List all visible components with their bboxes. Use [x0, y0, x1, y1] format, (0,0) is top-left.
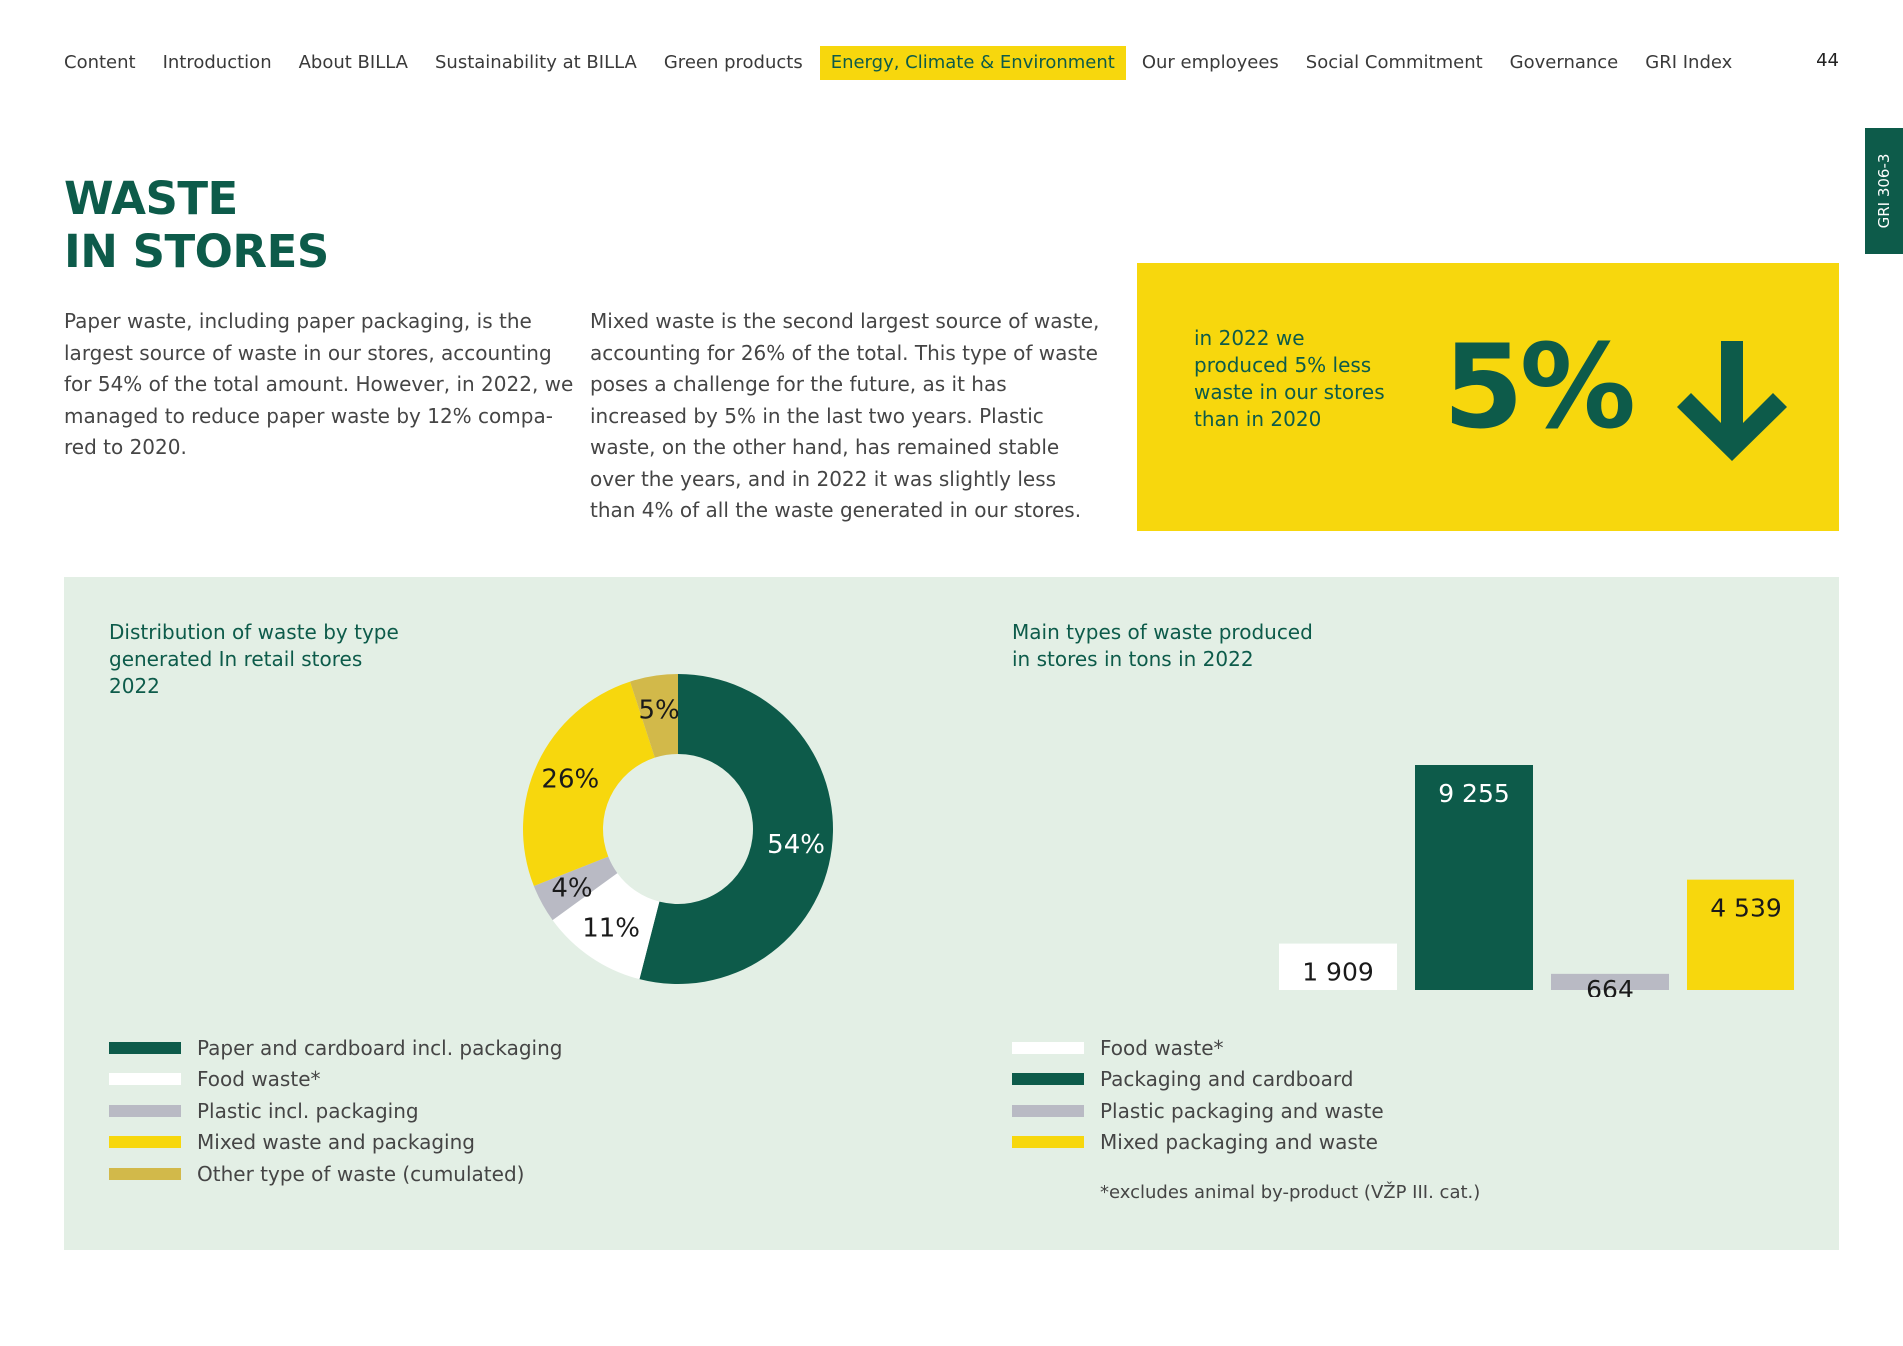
- donut-label-0: 54%: [767, 829, 825, 860]
- legend-label: Mixed waste and packaging: [197, 1130, 475, 1155]
- paragraph-paper-waste: Paper waste, including paper packaging, is the largest source of waste in our stores, accounting for 54% of the total amount. However, in 2022, we managed to reduce paper waste by 12% compa-red to 2020.: [64, 309, 574, 459]
- nav-item-about-billa[interactable]: About BILLA: [298, 52, 408, 73]
- legend-item: [1012, 1032, 1384, 1064]
- donut-legend: [109, 1032, 562, 1190]
- bar-chart: [1194, 687, 1794, 997]
- donut-label-3: 26%: [541, 764, 600, 795]
- top-navigation: [64, 46, 1759, 80]
- bar-label-1: 9 255: [1438, 779, 1510, 808]
- nav-item-energy-climate-environment[interactable]: Energy, Climate & Environment: [820, 46, 1126, 80]
- legend-swatch: [109, 1105, 181, 1117]
- nav-item-introduction[interactable]: Introduction: [162, 52, 272, 73]
- legend-swatch: [1012, 1042, 1084, 1054]
- charts-panel: [64, 577, 1839, 1250]
- legend-label: Plastic packaging and waste: [1100, 1098, 1384, 1123]
- bar-label-3: 4 539: [1710, 893, 1782, 923]
- bar-label-2: 664: [1586, 974, 1634, 997]
- legend-label: Packaging and cardboard: [1100, 1067, 1354, 1092]
- legend-item: [109, 1158, 562, 1190]
- legend-swatch: [109, 1136, 181, 1148]
- legend-label: Paper and cardboard incl. packaging: [197, 1035, 563, 1060]
- bar-label-0: 1 909: [1302, 957, 1374, 987]
- legend-swatch: [109, 1073, 181, 1085]
- nav-item-our-employees[interactable]: Our employees: [1141, 52, 1279, 73]
- nav-item-governance[interactable]: Governance: [1509, 52, 1619, 73]
- gri-side-tab-label: GRI 306-3: [1875, 153, 1893, 229]
- nav-item-gri-index[interactable]: GRI Index: [1645, 52, 1733, 73]
- legend-item: [109, 1064, 562, 1096]
- legend-label: Mixed packaging and waste: [1100, 1130, 1378, 1155]
- page-title: [64, 172, 329, 278]
- legend-swatch: [1012, 1073, 1084, 1085]
- legend-item: [1012, 1095, 1384, 1127]
- highlight-value: 5%: [1443, 320, 1632, 455]
- legend-label: Other type of waste (cumulated): [197, 1161, 525, 1186]
- page-number: 44: [1816, 50, 1839, 71]
- donut-label-4: 5%: [638, 695, 680, 726]
- gri-side-tab[interactable]: [1865, 128, 1903, 254]
- page-title-line-1: WASTE: [64, 172, 238, 225]
- legend-swatch: [109, 1042, 181, 1054]
- legend-item: [109, 1095, 562, 1127]
- legend-label: Plastic incl. packaging: [197, 1098, 419, 1123]
- legend-swatch: [109, 1168, 181, 1180]
- paragraph-mixed-waste: Mixed waste is the second largest source of waste, accounting for 26% of the total. This type of waste poses a challenge for the future, as it has increased by 5% in the last two years. Plastic waste, on the other hand, has remained stable over the years, and in 2022 it was slightly less than 4% of all the waste generated in our stores.: [590, 309, 1100, 522]
- arrow-down-icon: [1677, 341, 1787, 461]
- legend-item: [1012, 1064, 1384, 1096]
- legend-swatch: [1012, 1105, 1084, 1117]
- bar-chart-title: Main types of waste produced in stores in tons in 2022: [1012, 620, 1313, 671]
- donut-label-1: 11%: [582, 913, 641, 944]
- legend-swatch: [1012, 1136, 1084, 1148]
- legend-label: Food waste*: [197, 1067, 321, 1092]
- highlight-text: in 2022 we produced 5% less waste in our stores than in 2020: [1194, 326, 1385, 431]
- nav-item-content[interactable]: Content: [64, 52, 136, 73]
- donut-chart: [508, 659, 848, 999]
- footnote: *excludes animal by-product (VŽP III. cat.): [1100, 1182, 1481, 1203]
- highlight-box: [1137, 263, 1839, 531]
- legend-item: [1012, 1127, 1384, 1159]
- nav-item-sustainability-at-billa[interactable]: Sustainability at BILLA: [435, 52, 637, 73]
- donut-chart-title: Distribution of waste by type generated In retail stores 2022: [109, 620, 399, 698]
- nav-item-green-products[interactable]: Green products: [663, 52, 803, 73]
- nav-item-social-commitment[interactable]: Social Commitment: [1305, 52, 1483, 73]
- page-title-line-2: IN STORES: [64, 225, 329, 278]
- legend-label: Food waste*: [1100, 1035, 1224, 1060]
- bar-legend: [1012, 1032, 1384, 1158]
- donut-label-2: 4%: [551, 873, 593, 904]
- legend-item: [109, 1032, 562, 1064]
- legend-item: [109, 1127, 562, 1159]
